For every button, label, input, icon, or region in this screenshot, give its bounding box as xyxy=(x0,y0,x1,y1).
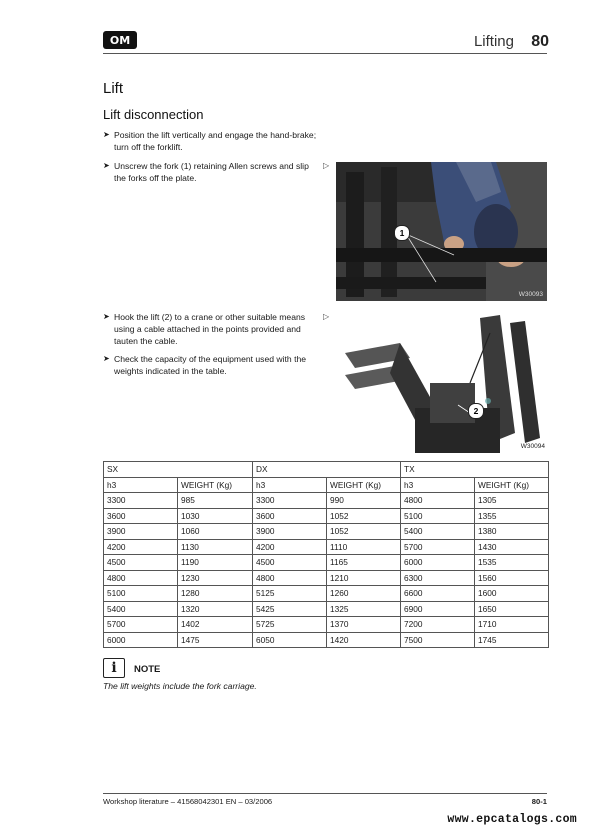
callout-marker: 1 xyxy=(394,225,410,241)
subsection-title: Lift disconnection xyxy=(103,107,204,122)
table-row xyxy=(104,586,549,602)
figure-code: W30093 xyxy=(518,291,543,298)
table-cell: 1305 xyxy=(475,493,549,509)
footer-divider xyxy=(103,793,547,794)
column-header: WEIGHT (Kg) xyxy=(475,477,549,493)
table-cell: 1710 xyxy=(475,617,549,633)
step-text: Position the lift vertically and engage the hand-brake; turn off the forklift. xyxy=(114,130,317,152)
table-cell: 1430 xyxy=(475,539,549,555)
figure-code: W30094 xyxy=(520,443,545,450)
table-cell: 1110 xyxy=(327,539,401,555)
section-title: Lift xyxy=(103,80,124,97)
table-cell: 7200 xyxy=(401,617,475,633)
table-cell: 5400 xyxy=(401,524,475,540)
table-cell: 1130 xyxy=(178,539,253,555)
column-header: WEIGHT (Kg) xyxy=(178,477,253,493)
table-cell: 1060 xyxy=(178,524,253,540)
arrow-bullet-icon: ➤ xyxy=(103,354,110,363)
step-item xyxy=(103,311,318,347)
step-item xyxy=(103,353,318,377)
page-header-number: 80 xyxy=(531,33,549,50)
arrow-bullet-icon: ➤ xyxy=(103,161,110,170)
table-row xyxy=(104,493,549,509)
table-cell: 1165 xyxy=(327,555,401,571)
table-cell: 1190 xyxy=(178,555,253,571)
group-header-sx: SX xyxy=(104,462,253,478)
watermark-url: www.epcatalogs.com xyxy=(447,813,577,826)
figure-pointer-icon: ▷ xyxy=(323,312,330,321)
table-cell: 3900 xyxy=(104,524,178,540)
table-cell: 7500 xyxy=(401,632,475,648)
table-cell: 1600 xyxy=(475,586,549,602)
lift-hooking-photo xyxy=(340,313,548,453)
table-cell: 1260 xyxy=(327,586,401,602)
table-row xyxy=(104,632,549,648)
table-cell: 1380 xyxy=(475,524,549,540)
note-label: NOTE xyxy=(134,664,161,675)
column-header: h3 xyxy=(401,477,475,493)
table-cell: 4500 xyxy=(253,555,327,571)
table-row xyxy=(104,524,549,540)
table-cell: 3900 xyxy=(253,524,327,540)
table-cell: 1280 xyxy=(178,586,253,602)
table-cell: 1210 xyxy=(327,570,401,586)
note-text: The lift weights include the fork carriage. xyxy=(103,681,257,691)
table-cell: 1355 xyxy=(475,508,549,524)
table-cell: 4200 xyxy=(253,539,327,555)
table-cell: 3600 xyxy=(104,508,178,524)
table-row xyxy=(104,508,549,524)
column-header: h3 xyxy=(253,477,327,493)
figure-pointer-icon: ▷ xyxy=(323,161,330,170)
table-cell: 5700 xyxy=(104,617,178,633)
om-logo xyxy=(103,31,137,49)
table-cell: 4200 xyxy=(104,539,178,555)
table-cell: 1402 xyxy=(178,617,253,633)
table-row xyxy=(104,570,549,586)
table-cell: 5700 xyxy=(401,539,475,555)
table-cell: 5425 xyxy=(253,601,327,617)
table-cell: 1370 xyxy=(327,617,401,633)
table-cell: 4500 xyxy=(104,555,178,571)
table-cell: 1325 xyxy=(327,601,401,617)
lift-mast-illustration xyxy=(340,313,548,453)
table-cell: 3300 xyxy=(104,493,178,509)
table-cell: 4800 xyxy=(104,570,178,586)
table-cell: 990 xyxy=(327,493,401,509)
table-cell: 1420 xyxy=(327,632,401,648)
table-cell: 1320 xyxy=(178,601,253,617)
table-cell: 4800 xyxy=(401,493,475,509)
table-cell: 1745 xyxy=(475,632,549,648)
table-cell: 5100 xyxy=(104,586,178,602)
page-header-title: Lifting xyxy=(473,33,514,50)
table-cell: 1560 xyxy=(475,570,549,586)
table-cell: 1030 xyxy=(178,508,253,524)
step-text: Hook the lift (2) to a crane or other suitable means using a cable attached in the points provided and tauten the cable. xyxy=(114,312,306,346)
table-cell: 1475 xyxy=(178,632,253,648)
table-column-header-row xyxy=(104,477,549,493)
table-cell: 3600 xyxy=(253,508,327,524)
info-icon: i xyxy=(103,658,125,678)
table-cell: 6000 xyxy=(104,632,178,648)
group-header-dx: DX xyxy=(253,462,401,478)
step-item xyxy=(103,160,318,184)
group-header-tx: TX xyxy=(401,462,549,478)
table-cell: 5125 xyxy=(253,586,327,602)
table-cell: 1052 xyxy=(327,508,401,524)
table-row xyxy=(104,601,549,617)
callout-marker: 2 xyxy=(468,403,484,419)
fork-removal-illustration xyxy=(336,162,547,301)
table-row xyxy=(104,617,549,633)
table-cell: 6900 xyxy=(401,601,475,617)
table-cell: 6300 xyxy=(401,570,475,586)
table-cell: 1535 xyxy=(475,555,549,571)
table-cell: 6050 xyxy=(253,632,327,648)
column-header: WEIGHT (Kg) xyxy=(327,477,401,493)
table-cell: 1052 xyxy=(327,524,401,540)
table-cell: 1650 xyxy=(475,601,549,617)
logo-text: OM xyxy=(109,34,131,47)
footer-literature-ref: Workshop literature – 41568042301 EN – 03/2006 xyxy=(103,797,273,806)
table-cell: 5400 xyxy=(104,601,178,617)
lift-weights-table xyxy=(103,461,549,648)
arrow-bullet-icon: ➤ xyxy=(103,312,110,321)
arrow-bullet-icon: ➤ xyxy=(103,130,110,139)
table-cell: 5725 xyxy=(253,617,327,633)
table-cell: 5100 xyxy=(401,508,475,524)
fork-removal-photo xyxy=(336,162,547,301)
table-row xyxy=(104,539,549,555)
table-row xyxy=(104,555,549,571)
footer-page-ref: 80-1 xyxy=(531,797,547,806)
header-divider xyxy=(103,53,547,54)
table-cell: 985 xyxy=(178,493,253,509)
table-cell: 3300 xyxy=(253,493,327,509)
table-cell: 4800 xyxy=(253,570,327,586)
table-cell: 6000 xyxy=(401,555,475,571)
step-text: Unscrew the fork (1) retaining Allen screws and slip the forks off the plate. xyxy=(114,161,309,183)
table-cell: 6600 xyxy=(401,586,475,602)
table-group-header-row xyxy=(104,462,549,478)
step-item xyxy=(103,129,318,153)
table-cell: 1230 xyxy=(178,570,253,586)
column-header: h3 xyxy=(104,477,178,493)
step-text: Check the capacity of the equipment used with the weights indicated in the table. xyxy=(114,354,307,376)
